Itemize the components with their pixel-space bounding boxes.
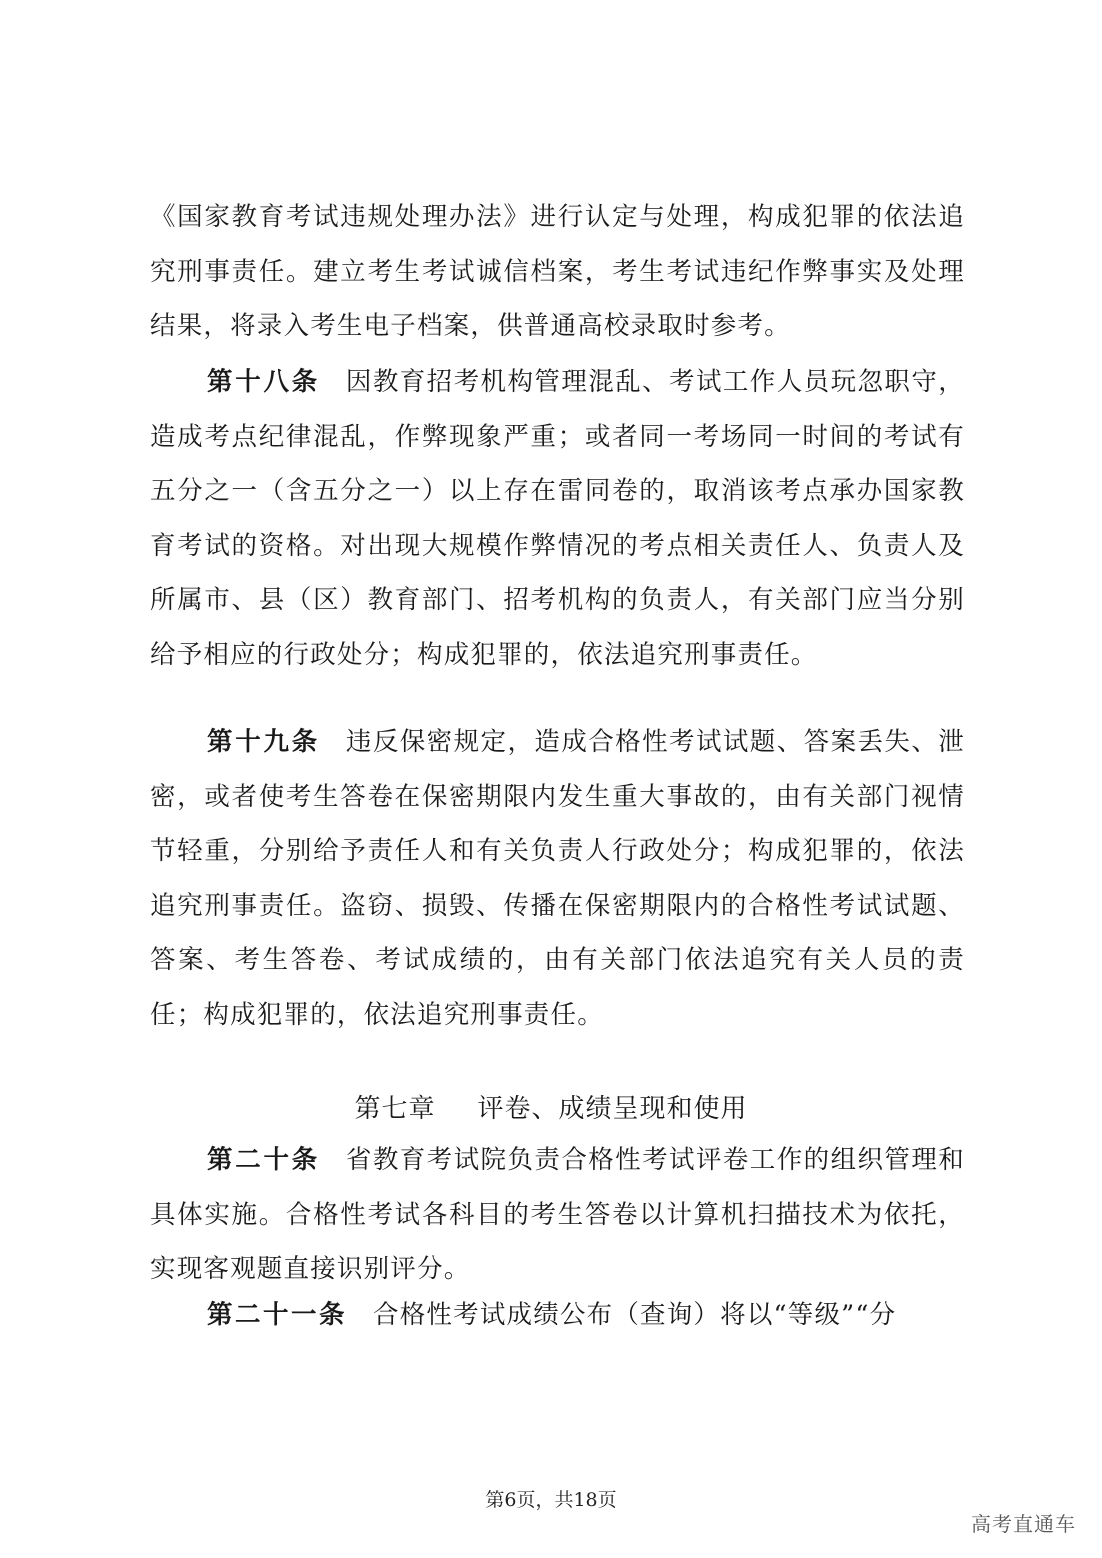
page-number-footer: 第6页，共18页	[485, 1489, 617, 1511]
chapter-number: 第七章	[354, 1094, 436, 1124]
article-text: 违反保密规定，造成合格性考试试题、答案丢失、泄密，或者使考生答卷在保密期限内发生重大事故的，由有关部门视情节轻重，分别给予责任人和有关负责人行政处分；构成犯罪的，依法追究刑事责任。盗窃、损毁、传播在保密期限内的合格性考试试题、答案、考生答卷、考试成绩的，由有关部门依法追究有关人员的责任；构成犯罪的，依法追究刑事责任。	[150, 727, 965, 1030]
article-label: 第十八条	[207, 367, 320, 397]
article-text: 省教育考试院负责合格性考试评卷工作的组织管理和具体实施。合格性考试各科目的考生答卷以计算机扫描技术为依托，实现客观题直接识别评分。	[150, 1145, 965, 1284]
article-21	[150, 1288, 965, 1343]
article-text: 合格性考试成绩公布（查询）将以“等级”“分	[373, 1300, 897, 1330]
article-text: 因教育招考机构管理混乱、考试工作人员玩忽职守，造成考点纪律混乱，作弊现象严重；或者同一考场同一时间的考试有五分之一（含五分之一）以上存在雷同卷的，取消该考点承办国家教育考试的资格。对出现大规模作弊情况的考点相关责任人、负责人及所属市、县（区）教育部门、招考机构的负责人，有关部门应当分别给予相应的行政处分；构成犯罪的，依法追究刑事责任。	[150, 367, 965, 670]
article-label: 第十九条	[207, 727, 320, 757]
chapter-heading	[0, 1085, 1102, 1133]
article-20	[150, 1133, 965, 1297]
article-label: 第二十条	[207, 1145, 320, 1175]
watermark: 高考直通车	[971, 1512, 1076, 1536]
article-label: 第二十一条	[207, 1300, 348, 1330]
article-18	[150, 355, 965, 682]
paragraph-continuation	[150, 190, 965, 354]
paragraph-text: 《国家教育考试违规处理办法》进行认定与处理，构成犯罪的依法追究刑事责任。建立考生考试诚信档案，考生考试违纪作弊事实及处理结果，将录入考生电子档案，供普通高校录取时参考。	[150, 202, 965, 341]
article-19	[150, 715, 965, 1042]
chapter-title: 评卷、成绩呈现和使用	[477, 1094, 748, 1124]
